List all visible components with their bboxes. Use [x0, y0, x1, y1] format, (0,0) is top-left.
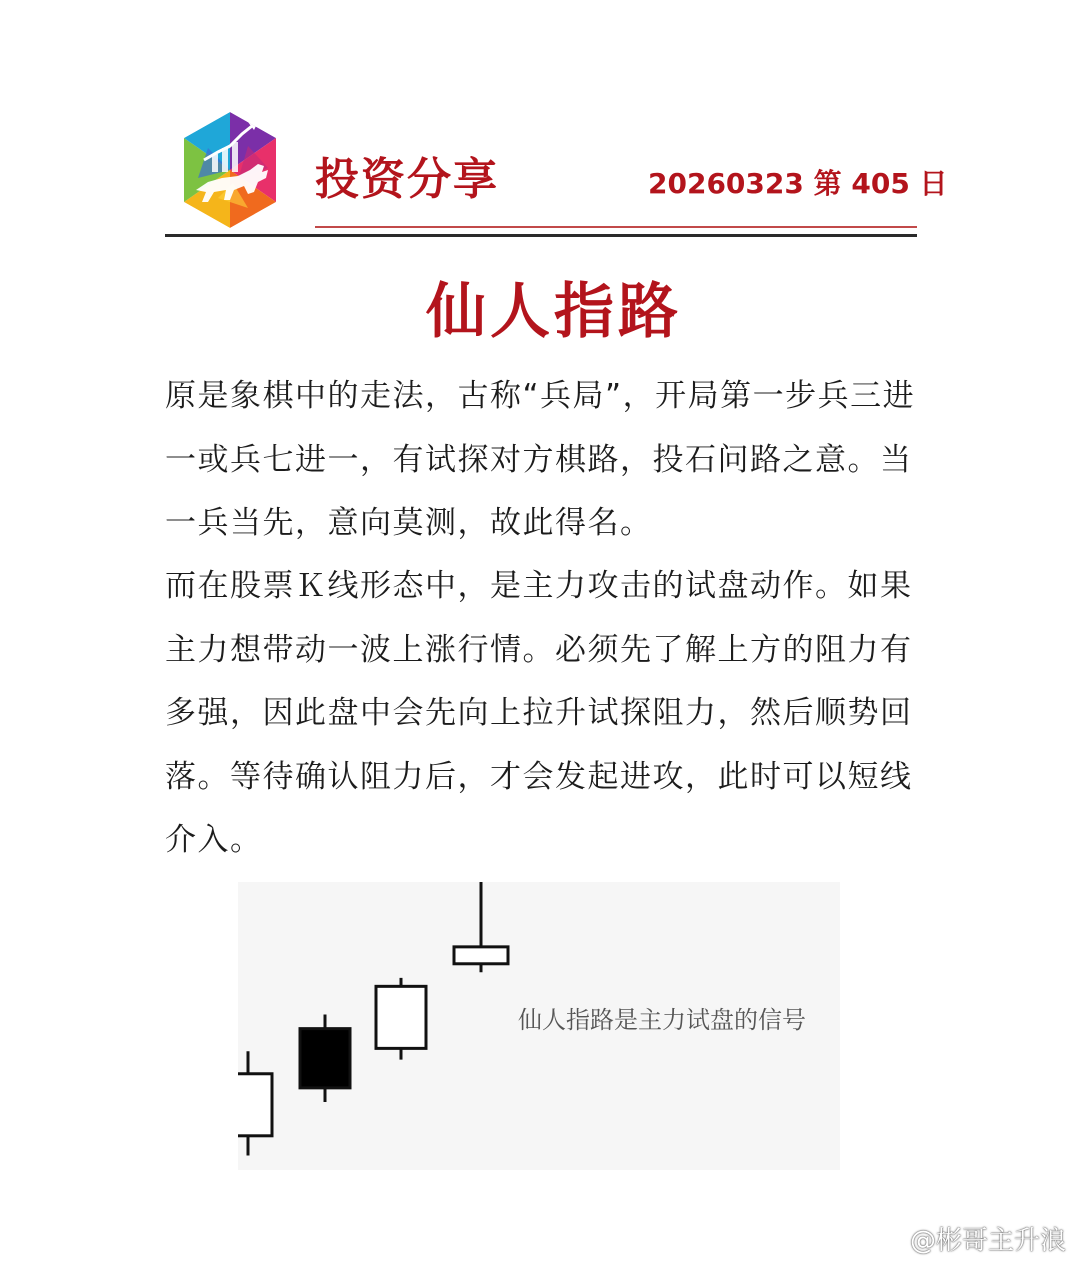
- article-paragraph: 原是象棋中的走法，古称“兵局”，开局第一步兵三进一或兵七进一，有试探对方棋路，投石问路之意。当一兵当先，意向莫测，故此得名。: [165, 378, 916, 541]
- header-divider-thin: [315, 226, 917, 228]
- candle-solid: [300, 1029, 350, 1088]
- candle-hollow: [238, 1074, 272, 1136]
- header-date: 20260323 第 405 日: [648, 167, 948, 200]
- weibo-icon: [868, 1225, 902, 1253]
- bull-logo-icon: [178, 108, 282, 232]
- article-paragraph: 而在股票Ｋ线形态中，是主力攻击的试盘动作。如果主力想带动一波上涨行情。必须先了解上方的阻力有多强，因此盘中会先向上拉升试探阻力，然后顺势回落。等待确认阻力后，才会发起进攻，此时可以短线介入。: [165, 568, 913, 858]
- header-divider: [165, 234, 917, 237]
- watermark-text: @彬哥主升浪: [909, 1226, 1066, 1256]
- article-title: 仙人指路: [426, 277, 682, 347]
- candle-hollow: [454, 947, 508, 964]
- candles-group: [238, 882, 508, 1156]
- watermark: [868, 1220, 1066, 1257]
- candle-hollow: [376, 986, 426, 1048]
- header-title: 投资分享: [315, 154, 499, 205]
- figure-caption: 仙人指路是主力试盘的信号: [518, 1006, 806, 1034]
